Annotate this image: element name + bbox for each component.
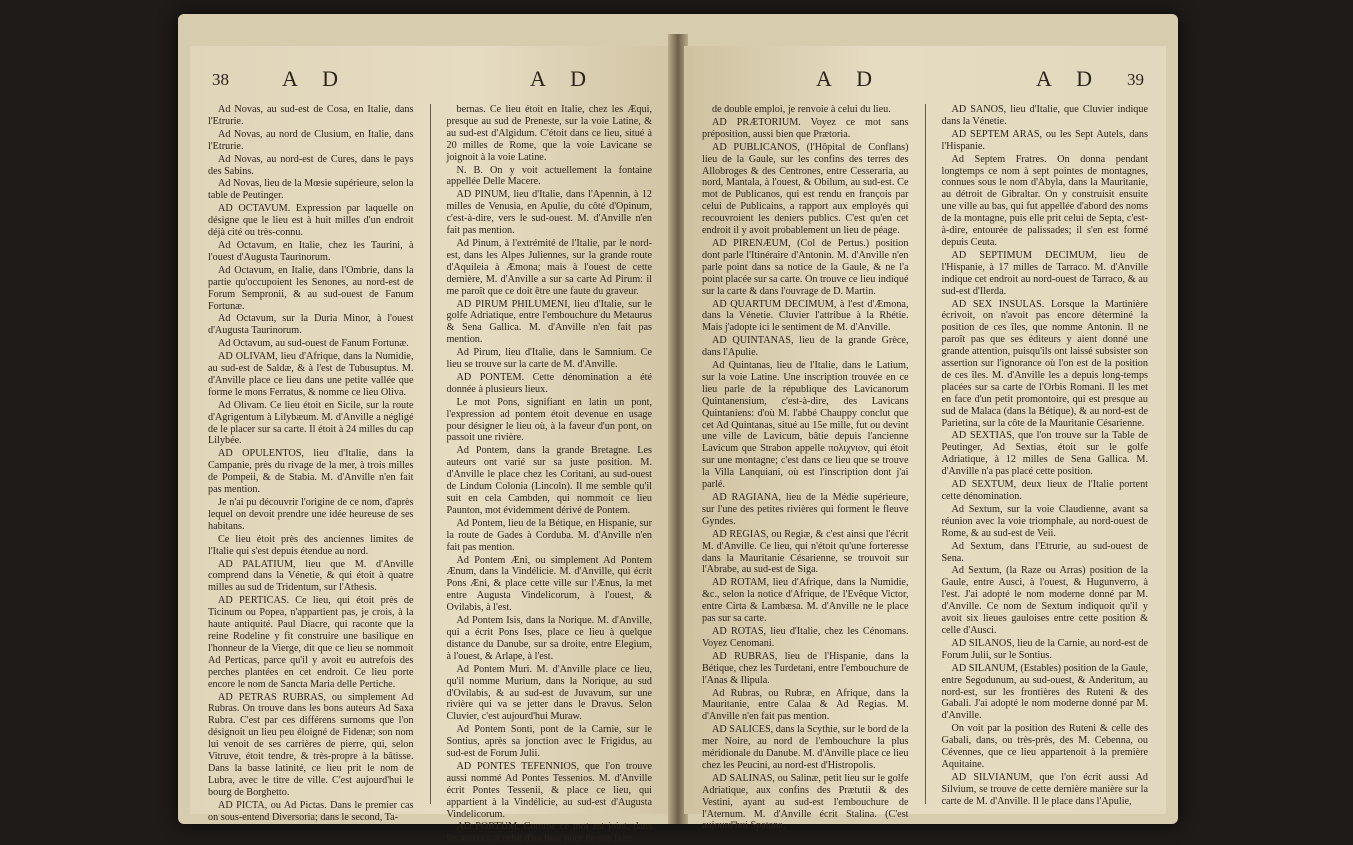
dictionary-entry: Ad Octavum, en Italie, dans l'Ombrie, dans la partie qu'occupoient les Senones, au nord-est de Forum Sempronii, & au sud-ouest de Fanum Fortunæ. (208, 264, 414, 312)
dictionary-entry: AD SEXTUM, deux lieux de l'Italie portent cette dénomination. (941, 479, 1148, 502)
dictionary-entry: bernas. Ce lieu étoit en Italie, chez les Æqui, presque au sud de Preneste, sur la voie Latine, & au sud-est d'Algidum. C'étoit dans ce lieu, situé à 20 milles de Rome, que la voie Lavicane se joignoit à la voie Latine. (446, 104, 652, 163)
dictionary-entry: Ad Olivam. Ce lieu étoit en Sicile, sur la route d'Agrigentum à Lilybæum. M. d'Anville a négligé de le placer sur sa carte. Il étoit à 24 milles du cap Lilybée. (208, 399, 414, 447)
dictionary-entry: Je n'ai pu découvrir l'origine de ce nom, d'après lequel on devoit prendre une idée heureuse de ses habitans. (208, 497, 414, 532)
dictionary-entry: AD PETRAS RUBRAS, ou simplement Ad Rubras. On trouve dans les bons auteurs Ad Saxa Rubra. C'est par ces différens surnoms que l'on désignoit un lieu peu éloigné de Fidenæ; son nom lui venoit de ses carrières de pierre, qui, selon Vitruve, étoit tendre, & très-propre à la bâtisse. Dans la basse latinité, ce lieu prit le nom de Lubra, avec le titre de ville. C'est aujourd'hui le bourg de Borghetto. (208, 691, 414, 798)
dictionary-entry: AD PALATIUM, lieu que M. d'Anville comprend dans la Vénetie, & qui étoit à quatre milles au sud de Tridentum, sur l'Athesis. (208, 558, 414, 594)
page-number-left: 38 (212, 70, 229, 89)
left-page (190, 46, 670, 845)
dictionary-entry: Ad Pontem Muri. M. d'Anville place ce lieu, qu'il nomme Murium, dans la Norique, au sud d'Ovilabis, & au sud-est de Juvavum, sur une rivière qui va se jetter dans le Dravus. Selon Cluvier, c'est aujourd'hui Muraw. (446, 663, 652, 723)
dictionary-entry: AD SALINAS, ou Salinæ, petit lieu sur le golfe Adriatique, aux confins des Prætutii & des Vestini, ayant au sud-est l'embouchure de l'Aternum. M. d'Anville écrit Stalina. (C'est aujourd'hui Spatana, (702, 772, 909, 832)
right-page (684, 46, 1166, 832)
dictionary-entry: Ad Pontem, dans la grande Bretagne. Les auteurs ont varié sur sa juste position. M. d'Anville le place chez les Coritani, au sud-ouest de Lindum Colonia (Lincoln). Il me semble qu'il suit en cela Cambden, qui nommoit ce lieu Paunton, mot évidemment dérivé de Pontem. (446, 445, 652, 516)
dictionary-entry: AD OCTAVUM. Expression par laquelle on désigne que le lieu est à huit milles d'un endroit déjà cité ou très-connu. (208, 203, 414, 239)
right-page-column-1 (702, 104, 909, 832)
dictionary-entry: Ad Novas, au sud-est de Cosa, en Italie, dans l'Etrurie. (208, 104, 414, 127)
dictionary-entry: Ad Quintanas, lieu de l'Italie, dans le Latium, sur la voie Latine. Une inscription trouvée en ce lieu parle de la république des Lavicanorum Quintanensium, c'est-à-dire, des Lavicans Quintaniens: d'où M. l'abbé Chauppy conclut que cet Ad Quintanas, situé au 15e mille, fut ou devint une ville de Lavicum, bâtie depuis l'ancienne Lavicum que Strabon appelle πολιχνιον, qui étoit sur une montagne; c'est dans ce lieu que se trouve la Villa Lanquiani, où est l'inscription dont j'ai parlé. (702, 360, 909, 491)
dictionary-entry: AD PONTEM. Cette dénomination a été donnée à plusieurs lieux. (446, 371, 652, 395)
right-page-header (706, 66, 1144, 96)
dictionary-entry: AD PERTICAS. Ce lieu, qui étoit près de Ticinum ou Popea, n'appartient pas, je crois, à la haute antiquité. Paul Diacre, qui raconte que la reine Rodeline y fit construire une basilique en l'honneur de la Vierge, dit que ce lieu se nommoit Ad Perticas, parce qu'il y avoit eu autrefois des perches plantées en cet endroit. Ce lieu porte encore le nom de Sancta Maria delle Pertiche. (208, 595, 414, 690)
dictionary-entry: Ad Octavum, au sud-ouest de Fanum Fortunæ. (218, 338, 409, 350)
dictionary-entry: Ad Sextum, sur la voie Claudienne, avant sa réunion avec la voie triomphale, au nord-ouest de Rome, & au sud-est de Veii. (941, 503, 1148, 539)
dictionary-entry: Ad Pontem Æni, ou simplement Ad Pontem Ænum, dans la Vindélicie. M. d'Anville, qui écrit Pons Æni, & place cette ville sur l'Ænus, la met entre Augusta Vindelicorum, à l'ouest, & Ovilabis, à l'est. (446, 554, 652, 614)
dictionary-entry: Ad Novas, lieu de la Mœsie supérieure, selon la table de Peutinger. (208, 178, 414, 202)
column-rule (925, 104, 926, 804)
dictionary-entry: AD SILANUM, (Estables) position de la Gaule, entre Segodunum, au sud-ouest, & Anderitum, au nord-est, sur les frontières des Ruteni & des Gabali. J'ai adopté le nom moderne donné par M. d'Anville. (941, 662, 1148, 722)
dictionary-entry: AD SEPTIMUM DECIMUM, lieu de l'Hispanie, à 17 milles de Tarraco. M. d'Anville indique cet endroit au nord-ouest de Tarraco, & au sud-est d'Ilerda. (941, 249, 1148, 297)
dictionary-entry: AD SEX INSULAS. Lorsque la Martinière écrivoit, on n'avoit pas encore déterminé la position de ces îles, que nomme Antonin. Il ne paroît pas que ses éditeurs y aient donné une grande attention, puisqu'ils ont laissé subsister son assertion sur l'ignorance où l'on est de la position de ces îles. M. d'Anville les a depuis long-temps placées sur sa carte de l'Orbis Romani. Il les met en face d'un petit promontoire, qui est presque au sud de Malaca (dans la Bétique), & au nord-est de Parietina, sur la côte de la Mauritanie Césarienne. (941, 298, 1148, 429)
left-page-column-2 (446, 104, 653, 845)
column-rule (430, 104, 431, 804)
dictionary-entry: AD PIRENÆUM, (Col de Pertus.) position dont parle l'Itinéraire d'Antonin. M. d'Anville n'en parle point dans sa notice de la Gaule, & ne l'a point placée sur sa carte. On trouve ce lieu indiqué sur la carte & dans l'ouvrage de D. Martin. (702, 237, 909, 297)
dictionary-entry: AD PUBLICANOS, (l'Hôpital de Conflans) lieu de la Gaule, sur les confins des terres des Allobroges & des Centrones, entre Cesseraria, au nord, Mantala, à l'ouest, & Obilum, au sud-est. Ce mot de Publicanos, qui est rendu en françois par celui de Publicains, a rapport aux employés qui recouvroient les deniers publics. C'est qu'en cet endroit il y avoit probablement un lieu de péage. (702, 141, 909, 237)
dictionary-entry: AD ROTAM, lieu d'Afrique, dans la Numidie, &c., selon la notice d'Afrique, de l'Evêque Victor, entre Cirta & Lambæsa. M. d'Anville ne le place pas sur sa carte. (702, 577, 909, 625)
dictionary-entry: Ad Novas, au nord de Clusium, en Italie, dans l'Etrurie. (208, 128, 414, 152)
left-page-header (212, 66, 648, 96)
running-head-left-col2: A D (530, 66, 597, 91)
dictionary-entry: N. B. On y voit actuellement la fontaine appellée Delle Macere. (446, 164, 652, 188)
dictionary-entry: AD SILVIANUM, que l'on écrit aussi Ad Silvium, se trouve de cette dernière manière sur la carte de M. d'Anville. Il le place dans l'Apulie, (941, 771, 1148, 807)
left-page-column-1 (208, 104, 414, 823)
dictionary-entry: AD ROTAS, lieu d'Italie, chez les Cénomans. Voyez Cenomani. (702, 625, 909, 649)
dictionary-entry: AD SANOS, lieu d'Italie, que Cluvier indique dans la Vénetie. (941, 104, 1148, 127)
dictionary-entry: Ad Septem Fratres. On donna pendant longtemps ce nom à sept pointes de montagnes, connues sous le nom d'Abyla, dans la Mauritanie, au détroit de Gibraltar. On y construisit ensuite une ville au bas, qui fut appellée d'abord des noms de la montagne, puis elle prit celui de Septa, c'est-à-dire, entourée de palissades; il s'en est formé depuis Ceuta. (941, 153, 1148, 248)
dictionary-entry: Le mot Pons, signifiant en latin un pont, l'expression ad pontem étoit devenue en usage pour désigner le lieu où, à la faveur d'un pont, on passoit une rivière. (446, 396, 652, 444)
dictionary-entry: Ad Pontem, lieu de la Bétique, en Hispanie, sur la route de Gades à Corduba. M. d'Anville n'en fait pas mention. (446, 517, 652, 553)
left-page-columns (208, 104, 652, 845)
dictionary-entry: Ad Sextum, dans l'Etrurie, au sud-ouest de Sena. (941, 540, 1148, 564)
dictionary-entry: Ad Octavum, sur la Duria Minor, à l'ouest d'Augusta Taurinorum. (208, 313, 414, 337)
running-head-right-col1: A D (816, 66, 883, 91)
dictionary-entry: Ad Octavum, en Italie, chez les Taurini, à l'ouest d'Augusta Taurinorum. (208, 239, 414, 263)
dictionary-entry: AD PRÆTORIUM. Voyez ce mot sans préposition, aussi bien que Prætoria. (702, 116, 909, 140)
dictionary-entry: AD SALICES, dans la Scythie, sur le bord de la mer Noire, au nord de l'embouchure la plus méridionale du Danube. M. d'Anville place ce lieu chez les Peucini, au nord-est d'Histropolis. (702, 724, 909, 771)
dictionary-entry: Ad Novas, au nord-est de Cures, dans le pays des Sabins. (208, 153, 414, 177)
dictionary-entry: de double emploi, je renvoie à celui du lieu. (712, 104, 891, 115)
dictionary-entry: AD PINUM, lieu d'Italie, dans l'Apennin, à 12 milles de Venusia, en Apulie, du côté d'Opinum, c'est-à-dire, vers le sud-ouest. M. d'Anville n'en fait pas mention. (446, 189, 652, 237)
dictionary-entry: Ce lieu étoit près des anciennes limites de l'Italie qui s'est depuis étendue au nord. (208, 533, 414, 557)
dictionary-entry: AD OPULENTOS, lieu d'Italie, dans la Campanie, près du rivage de la mer, à trois milles de Pompeii, & de Stabia. M. d'Anville n'en fait pas mention. (208, 448, 414, 496)
running-head-right-col2: A D (1036, 66, 1103, 91)
dictionary-entry: AD REGIAS, ou Regiæ, & c'est ainsi que l'écrit M. d'Anville. Ce lieu, qui n'étoit qu'une forteresse dans la Mauritanie Césarienne, se trouvoit sur l'Abrabe, au sud-est de Siga. (702, 528, 909, 576)
dictionary-entry: AD QUINTANAS, lieu de la grande Grèce, dans l'Apulie. (702, 335, 909, 359)
dictionary-entry: AD PICTA, ou Ad Pictas. Dans le premier cas on sous-entend Diversoria; dans le second, Ta- (208, 799, 414, 823)
dictionary-entry: Ad Pontem Sonti, pont de la Carnie, sur le Sontius, après sa jonction avec le Frigidus, au sud-est de Forum Julii. (446, 724, 652, 760)
dictionary-entry: AD OLIVAM, lieu d'Afrique, dans la Numidie, au sud-est de Saldæ, & à l'est de Tubusuptus. M. d'Anville place ce lieu dans une petite vallée que forme le mons Ferratus, & nomme ce lieu Oliva. (208, 351, 414, 398)
dictionary-entry: AD PORTUM. Comme ce mot est joint, dans les auteurs, à celui d'un lieu, pour ne pas faire (446, 821, 652, 845)
dictionary-entry: AD QUARTUM DECIMUM, à l'est d'Æmona, dans la Vénetie. Cluvier l'attribue à la Rhétie. Mais j'adopte ici le sentiment de M. d'Anville. (702, 298, 909, 334)
open-book (178, 14, 1178, 845)
dictionary-entry: Ad Pinum, à l'extrémité de l'Italie, par le nord-est, dans les Alpes Juliennes, sur la grande route d'Aquileia à Æmona; mais à l'ouest de cette dernière, M. d'Anville a sur sa carte Ad Pirum: il me paroît que ce doit être une faute du graveur. (446, 237, 652, 297)
dictionary-entry: AD RAGIANA, lieu de la Médie supérieure, sur l'une des petites rivières qui forment le fleuve Gyndes. (702, 492, 909, 527)
dictionary-entry: Ad Pirum, lieu d'Italie, dans le Samnium. Ce lieu se trouve sur la carte de M. d'Anville. (446, 347, 652, 371)
dictionary-entry: AD PIRUM PHILUMENI, lieu d'Italie, sur le golfe Adriatique, entre l'embouchure du Metaurus & Sena Gallica. M. d'Anville n'en fait pas mention. (446, 298, 652, 346)
dictionary-entry: AD RUBRAS, lieu de l'Hispanie, dans la Bétique, chez les Turdetani, entre l'embouchure de l'Anas & Ilipula. (702, 650, 909, 686)
dictionary-entry: On voit par la position des Ruteni & celle des Gabali, dans, ou très-près, des M. Cebenna, ou Cévennes, que ce lieu appartenoit à la première Aquitaine. (941, 723, 1148, 770)
dictionary-entry: Ad Sextum, (la Raze ou Arras) position de la Gaule, entre Ausci, à l'ouest, & Hugunverro, à l'est. J'ai adopté le nom moderne donné par M. d'Anville. Ce nom de Sextum indiquoit qu'il y avoit six lieues gauloises entre cette position & celle d'Ausci. (941, 565, 1148, 636)
dictionary-entry: AD SEXTIAS, que l'on trouve sur la Table de Peutinger, Ad Sextias, étoit sur le golfe Adriatique, à 12 milles de Sena Gallica. M. d'Anville n'a pas placé cette position. (941, 430, 1148, 478)
right-page-columns (702, 104, 1148, 832)
dictionary-entry: Ad Rubras, ou Rubræ, en Afrique, dans la Mauritanie, entre Calaa & Ad Regias. M. d'Anville n'en fait pas mention. (702, 687, 909, 723)
right-page-column-2 (941, 104, 1149, 807)
dictionary-entry: Ad Pontem Isis, dans la Norique. M. d'Anville, qui a écrit Pons Ises, place ce lieu à quelque distance du Danube, sur sa droite, entre Elegium, à l'ouest, & Arlape, à l'est. (446, 615, 652, 662)
running-head-left-col1: A D (282, 66, 349, 91)
dictionary-entry: AD SEPTEM ARAS, ou les Sept Autels, dans l'Hispanie. (941, 128, 1148, 152)
page-number-right: 39 (1127, 70, 1144, 89)
dictionary-entry: AD SILANOS, lieu de la Carnie, au nord-est de Forum Julii, sur le Sontius. (941, 637, 1148, 661)
dictionary-entry: AD PONTES TEFENNIOS, que l'on trouve aussi nommé Ad Pontes Tessenios. M. d'Anville écrit Pontes Tessenii, & place ce lieu, qui appartient à la Vindélicie, au sud-est d'Augusta Vindelicorum. (446, 760, 652, 820)
